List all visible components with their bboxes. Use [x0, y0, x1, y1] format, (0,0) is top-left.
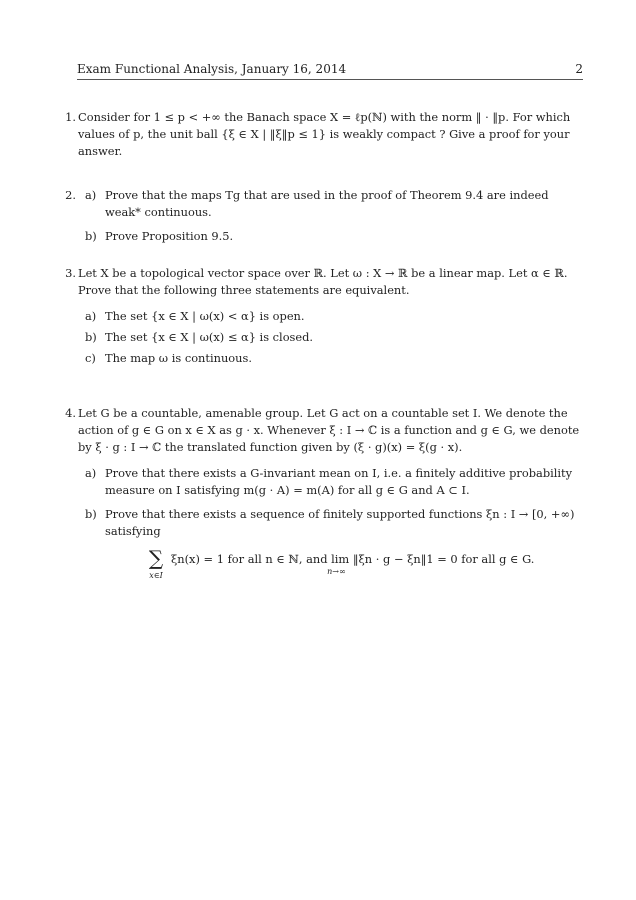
equation-part-1: ξn(x) = 1 for all n ∈ ℕ, and — [171, 552, 332, 566]
problem-number: 4. — [65, 406, 76, 420]
page-number: 2 — [575, 62, 583, 76]
header-title: Exam Functional Analysis, January 16, 2014 — [77, 62, 347, 76]
header-rule — [77, 79, 583, 80]
limit-operator — [327, 551, 350, 576]
problem-text: Let G be a countable, amenable group. Let G act on a countable set I. We denote the action of g ∈ G on x ∈ X as g · x. Whenever ξ : I → ℂ is a function and g ∈ G, we denote by ξ · g : I → ℂ the translated function given by (ξ · g)(x) = ξ(g · x). — [78, 406, 580, 454]
part-label: a) — [85, 466, 97, 480]
part-label: a) — [85, 309, 97, 323]
part-text: Prove that there exists a sequence of finitely supported functions ξn : I → [0, +∞) satisfying — [105, 507, 575, 538]
part-label: c) — [85, 351, 96, 365]
part-label: b) — [85, 229, 97, 243]
lim-subscript: n→∞ — [327, 567, 346, 576]
problem-number: 3. — [65, 266, 76, 280]
problem-3 — [56, 265, 583, 367]
problem-part — [78, 506, 583, 540]
part-label: a) — [85, 188, 97, 202]
problem-part — [78, 329, 583, 346]
part-text: Prove that the maps Tg that are used in the proof of Theorem 9.4 are indeed weak* continuous. — [105, 188, 549, 219]
problem-text: Consider for 1 ≤ p < +∞ the Banach space X = ℓp(ℕ) with the norm ‖ · ‖p. For which values of p, the unit ball {ξ ∈ X | ‖ξ‖p ≤ 1} is weakly compact ? Give a proof for your answer. — [78, 110, 571, 158]
sum-subscript: x∈I — [149, 571, 163, 580]
problem-text: Let X be a topological vector space over ℝ. Let ω : X → ℝ be a linear map. Let α ∈ ℝ. Prove that the following three statements are equivalent. — [78, 266, 568, 297]
sigma-glyph: ∑ — [148, 546, 164, 570]
problem-number: 2. — [65, 188, 76, 202]
display-equation — [145, 548, 583, 582]
problem-number: 1. — [65, 110, 76, 124]
problem-part — [78, 465, 583, 499]
sum-symbol — [145, 548, 167, 584]
part-label: b) — [85, 330, 97, 344]
problem-part — [78, 228, 583, 245]
problem-part — [78, 350, 583, 367]
equation-body — [171, 551, 535, 576]
part-text: The set {x ∈ X | ω(x) < α} is open. — [105, 309, 305, 323]
problem-1 — [56, 109, 583, 160]
lim-text: lim — [331, 552, 350, 566]
part-text: The set {x ∈ X | ω(x) ≤ α} is closed. — [105, 330, 314, 344]
page-header — [77, 62, 583, 76]
problem-2 — [56, 187, 583, 245]
part-text: The map ω is continuous. — [105, 351, 252, 365]
problem-part — [78, 308, 583, 325]
problem-4 — [56, 405, 583, 582]
equation-part-2: ‖ξn · g − ξn‖1 = 0 for all g ∈ G. — [349, 552, 535, 566]
part-text: Prove that there exists a G-invariant mean on I, i.e. a finitely additive probability measure on I satisfying m(g · A) = m(A) for all g ∈ G and A ⊂ I. — [105, 466, 573, 497]
part-text: Prove Proposition 9.5. — [105, 229, 234, 243]
problem-part — [78, 187, 583, 221]
part-label: b) — [85, 507, 97, 521]
